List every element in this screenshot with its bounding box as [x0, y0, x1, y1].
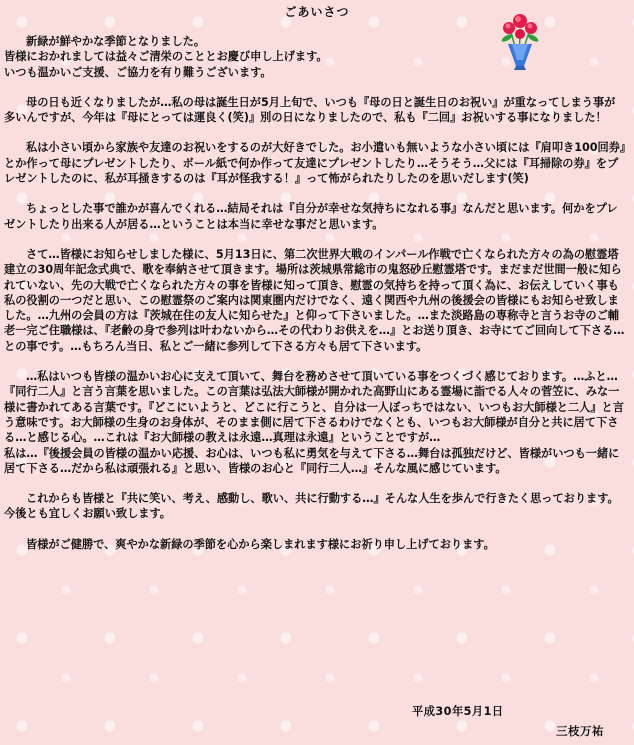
paragraph-opening: 新緑が鮮やかな季節となりました。 皆様におかれましては益々ご清栄のこととお慶び申し上げます。 いつも温かいご支援、ご協力を有り難うございます。 [4, 35, 328, 79]
paragraph-childhood: 私は小さい頃から家族や友達のお祝いをするのが大好きでした。お小遣いも無いような小さい頃には『肩叩き100回券』とか作って母にプレゼントしたり、ボール紙で何か作って友達にプレゼントしたり…そうそう…父には『耳掃除の券』をプレゼントしたのに、私が耳掻きするのは『耳が怪我する！』って怖がられたりしたのを思いだします(笑) [4, 141, 626, 186]
paragraph-dogyo-ninin: …私はいつも皆様の温かいお心に支えて頂いて、舞台を務めさせて頂いている事をつくづく感じております。…ふと…『同行二人』と言う言葉を思いました。この言葉は弘法大師様が開かれた高野山にある霊場に詣でる人々の菅笠に、みな一様に書かれてある言葉です。『どこにいようと、どこに行こうと、自分は一人ぼっちではない、いつもお大師様と二人』と言う意味です。お大師様の生身のお身体が、そのまま側に居て下さるわけでなくとも、いつもお大師様が自分と共に居て下さる…と感じる心。…これは『お大師様の教えは永遠…真理は永遠』ということですが… 私は…『後援会員の皆様の温かい応援、お心は、いつも私に勇気を与えて下さる…舞台は孤独だけど、皆様がいつも一緒に居て下さる…だから私は頑張れる』と思い、皆様のお心と『同行二人…』そんな風に感じています。 [4, 370, 624, 475]
paragraph-memorial: さて…皆様にお知らせしました様に、5月13日に、第二次世界大戦のインパール作戦で亡くなられた方々の為の慰霊塔建立の30周年記念式典で、歌を奉納させて頂きます。場所は茨城県常総市の鬼怒砂丘慰霊塔です。まだまだ世間一般に知られていない、先の大戦で亡くなられた方々の事を皆様に知って頂き、慰霊の気持ちを持って頂く為に、お伝えしていく事も私の役割の一つだと思い、この慰霊祭のご案内は関東圏内だけでなく、遠く関西や九州の後援会の皆様にもお知らせ致しました。…九州の会員の方は『茨城在住の友人に知らせた』と仰って下さいました。…また淡路島の専称寺と言うお寺のご輔老一完ご住職様は、『老齢の身で参列は叶わないから…その代わりお供えを…』とお送り頂き、お寺にてご回向して下さる…との事です。…もちろん当日、私とご一緒に参列して下さる方々も居て下さいます。 [4, 247, 625, 353]
letter-signature: 三枝万祐 [556, 724, 604, 738]
paragraph-happiness: ちょっとした事で誰かが喜んでくれる…結局それは『自分が幸せな気持ちになれる事』なんだと思います。何かをプレゼントしたり出来る人が居る…ということは本当に幸せな事だと思います。 [4, 202, 618, 231]
paragraph-mothers-day: 母の日も近くなりましたが…私の母は誕生日が5月上旬で、いつも『母の日と誕生日のお祝い』が重なってしまう事が多いんですが、今年は『母にとっては運良く(笑)』別の日になりましたので、私も『二回』お祝いする事になりました！ [4, 95, 616, 125]
paragraph-future: これからも皆様と『共に笑い、考え、感動し、歌い、共に行動する…』そんな人生を歩んで行きたく思っております。 今後とも宜しくお願い致します。 [4, 492, 619, 521]
paragraph-closing: 皆様がご健勝で、爽やかな新緑の季節を心から楽しまれます様にお祈り申し上げております。 [26, 537, 495, 551]
page-title: ごあいさつ [284, 5, 350, 19]
letter-date: 平成30年5月1日 [412, 705, 504, 718]
letter-body [4, 34, 626, 567]
